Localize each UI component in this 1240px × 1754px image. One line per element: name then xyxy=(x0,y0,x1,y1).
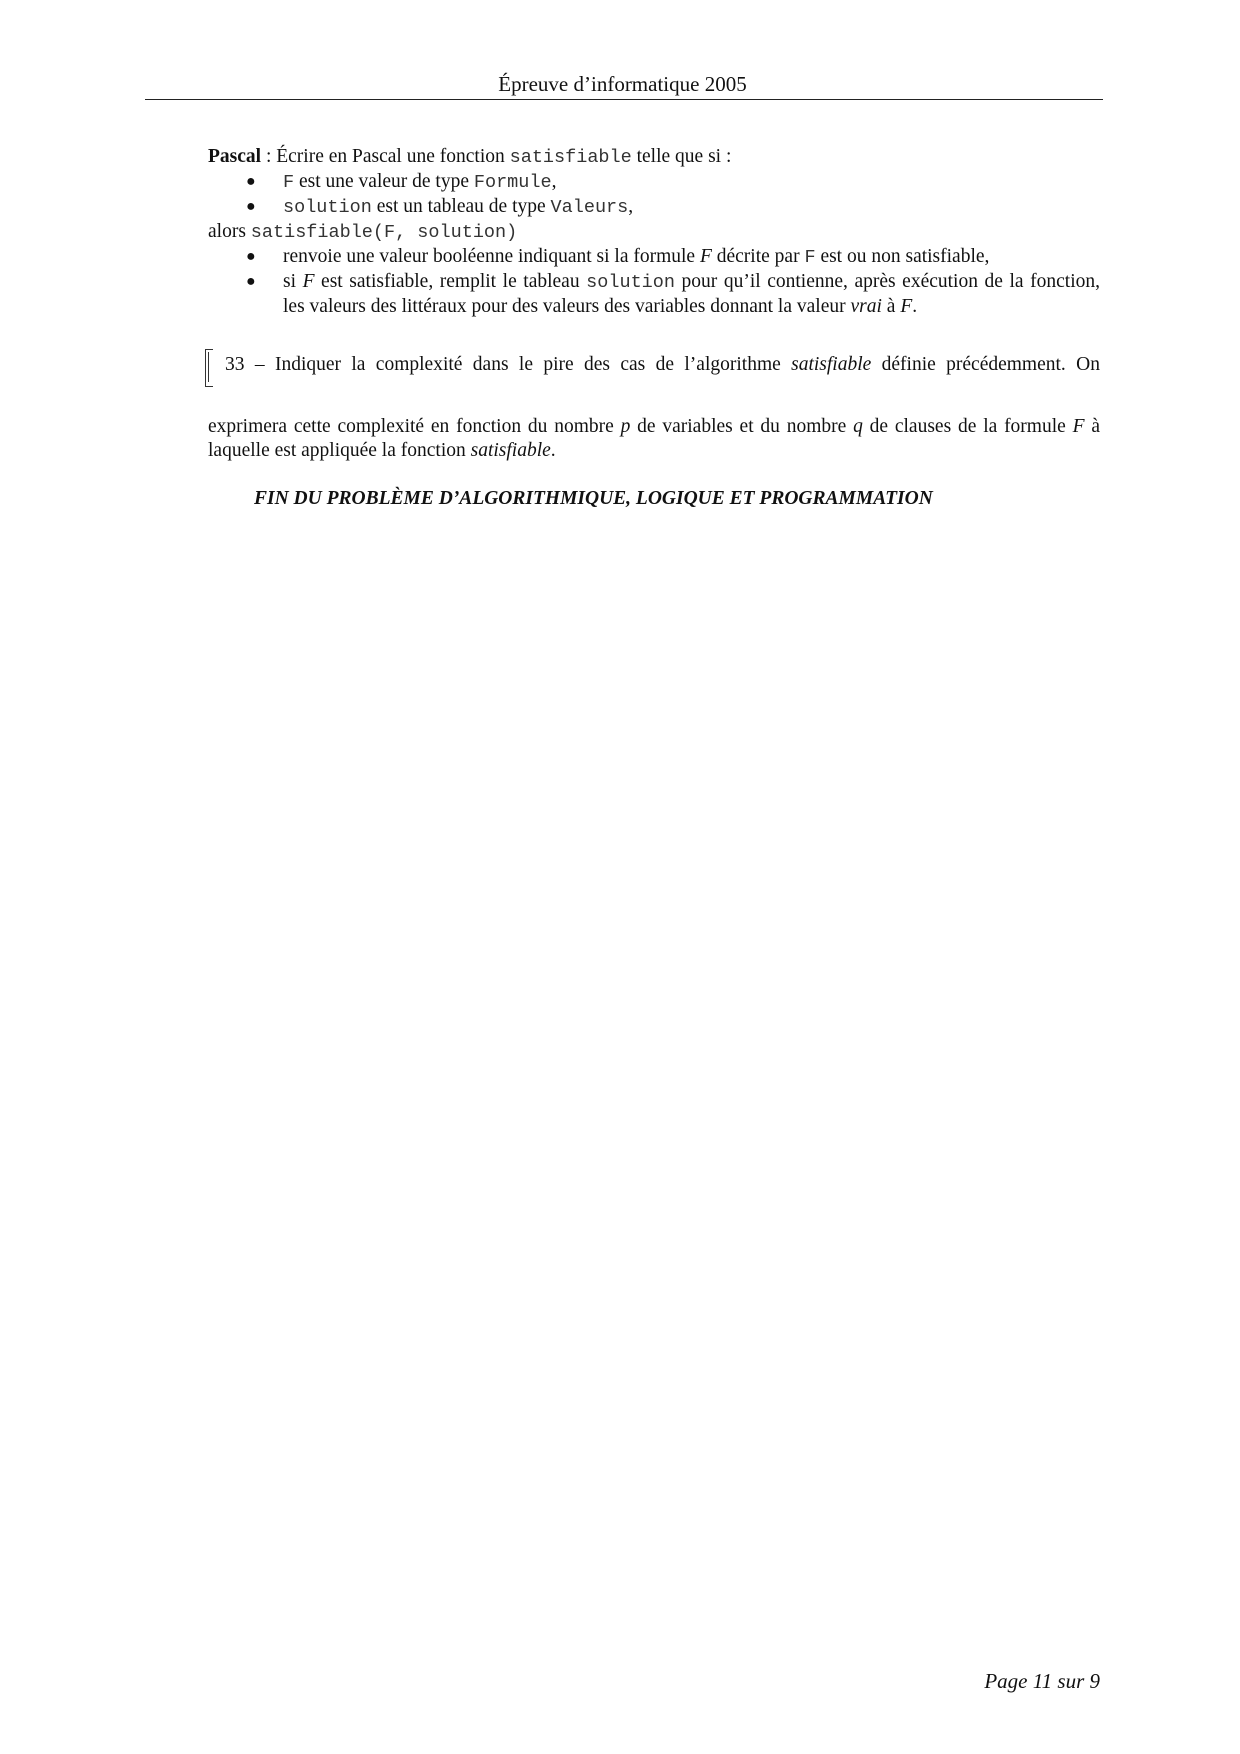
bullet-icon: ● xyxy=(246,198,256,215)
list-item xyxy=(208,245,1100,270)
condition-punct: , xyxy=(628,196,634,217)
running-header: Épreuve d’informatique 2005 xyxy=(498,72,747,96)
condition-text: est un tableau de type xyxy=(371,196,551,217)
question-text xyxy=(225,353,1100,377)
var-F: F xyxy=(1072,416,1085,437)
result-text: est ou non satisfiable, xyxy=(815,246,990,267)
question-33 xyxy=(208,339,1100,399)
question-continuation xyxy=(208,415,1100,463)
result-text: si xyxy=(283,271,303,292)
var-p: p xyxy=(620,416,631,437)
code-F: F xyxy=(804,247,816,268)
document-body xyxy=(208,145,1100,511)
var-F: F xyxy=(900,296,913,317)
condition-punct: , xyxy=(551,171,557,192)
margin-bracket-icon xyxy=(205,349,213,387)
header-rule xyxy=(145,99,1103,100)
results-list xyxy=(208,245,1100,319)
condition-text: est une valeur de type xyxy=(294,171,474,192)
list-item xyxy=(208,195,1100,220)
code-F: F xyxy=(283,172,295,193)
bullet-icon: ● xyxy=(246,248,256,265)
var-F: F xyxy=(302,271,315,292)
intro-text: : Écrire en Pascal une fonction xyxy=(261,146,510,167)
result-text: pour qu’il contienne, après exécution de la fonction, les valeurs des littéraux pour des valeurs des variables donnant la valeur xyxy=(283,271,1100,317)
vrai-italic: vrai xyxy=(850,296,882,317)
result-text: à xyxy=(881,296,901,317)
code-solution: solution xyxy=(586,272,675,293)
page-number: Page 11 sur 9 xyxy=(984,1669,1100,1693)
question-text-part: définie précédemment. On xyxy=(871,354,1100,375)
bullet-icon: ● xyxy=(246,173,256,190)
code-valeurs: Valeurs xyxy=(550,197,629,218)
pascal-label: Pascal xyxy=(208,146,262,167)
intro-text-end: telle que si : xyxy=(631,146,732,167)
code-solution: solution xyxy=(283,197,372,218)
question-punct: . xyxy=(550,440,556,461)
satisfiable-italic: satisfiable xyxy=(470,440,551,461)
question-text-part: exprimera cette complexité en fonction du nombre xyxy=(208,416,621,437)
var-q: q xyxy=(853,416,863,437)
intro-paragraph xyxy=(208,145,1100,170)
function-call-code: satisfiable(F, solution) xyxy=(250,222,518,243)
end-of-problem-heading: FIN DU PROBLÈME D’ALGORITHMIQUE, LOGIQUE ET PROGRAMMATION xyxy=(254,488,933,509)
alors-word: alors xyxy=(208,221,251,242)
list-item xyxy=(208,170,1100,195)
result-text: renvoie une valeur booléenne indiquant si la formule xyxy=(283,246,700,267)
alors-line xyxy=(208,220,1100,245)
var-F: F xyxy=(699,246,712,267)
code-formule: Formule xyxy=(473,172,552,193)
bullet-icon: ● xyxy=(246,273,256,290)
list-item xyxy=(208,270,1100,319)
question-text-part: à laquelle est appliquée la fonction xyxy=(208,416,1100,461)
result-punct: . xyxy=(912,296,918,317)
question-text-part: de variables et du nombre xyxy=(630,416,854,437)
question-text-part: de clauses de la formule xyxy=(862,416,1073,437)
conditions-list xyxy=(208,170,1100,220)
satisfiable-italic: satisfiable xyxy=(791,354,872,375)
result-text: est satisfiable, remplit le tableau xyxy=(314,271,587,292)
function-name-code: satisfiable xyxy=(509,147,632,168)
question-text-part: 33 – Indiquer la complexité dans le pire des cas de l’algorithme xyxy=(225,354,792,375)
result-text: décrite par xyxy=(711,246,805,267)
